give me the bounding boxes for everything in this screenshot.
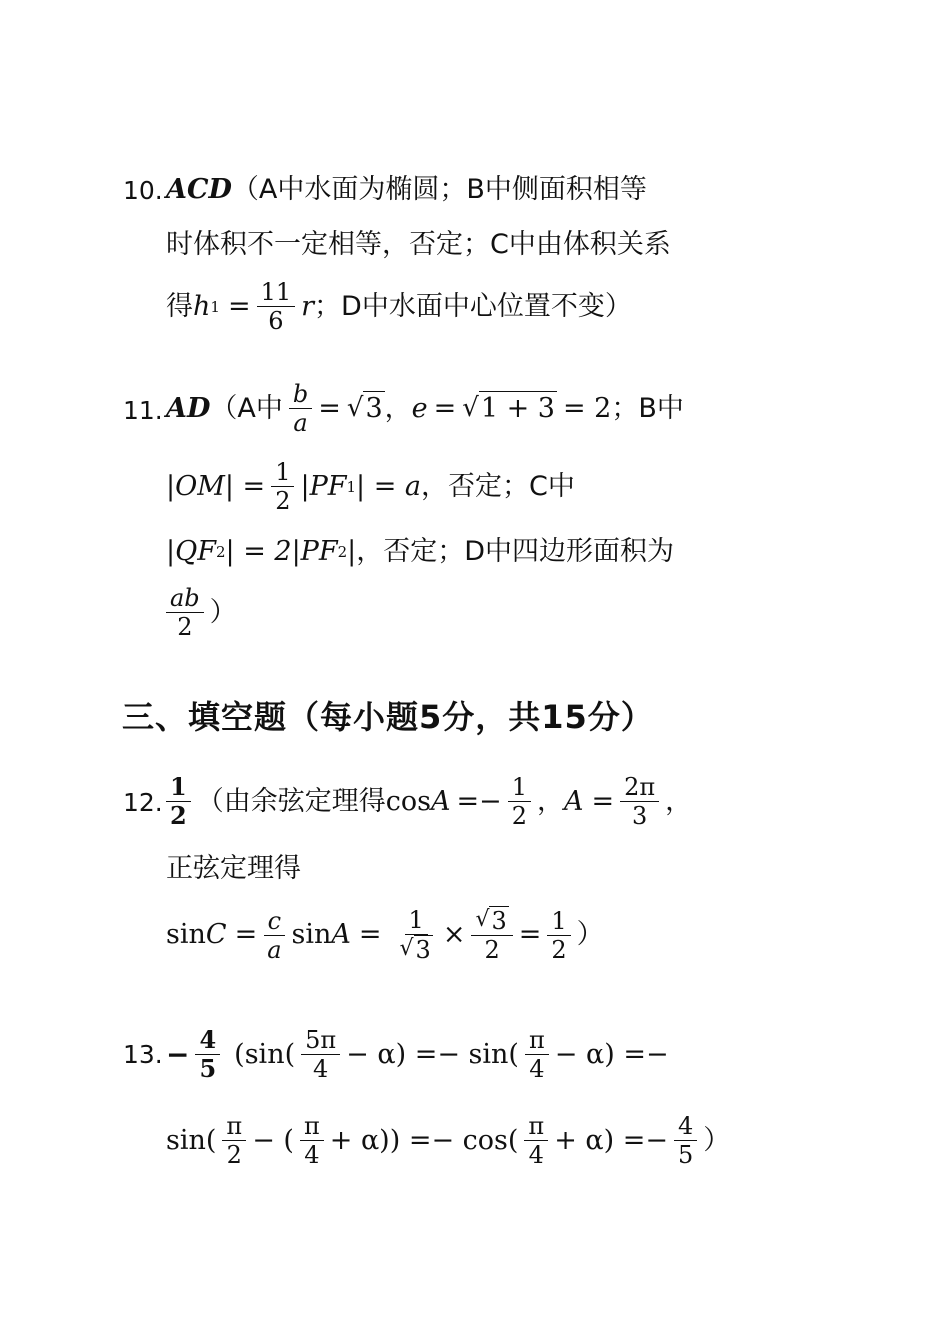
q11-pf-end: | = a — [356, 470, 421, 502]
q12-times: × — [442, 919, 466, 950]
q13-text-1c: − α) =− — [554, 1038, 669, 1070]
q13-f1-den: 4 — [313, 1055, 329, 1083]
q12-ans-num: 1 — [166, 773, 191, 802]
q13-ans-den: 5 — [199, 1054, 217, 1083]
q11-line-2 — [166, 458, 575, 515]
q13-frac-3 — [222, 1112, 246, 1169]
q13-line-1 — [166, 1026, 669, 1083]
q11-om: |OM| = — [166, 470, 266, 502]
q11-text-4: ） — [209, 596, 237, 628]
q11-eq-1: = — [318, 392, 341, 424]
section-heading: 三、填空题（每小题5分，共15分） — [122, 698, 654, 736]
q12-f2-den: 3 — [631, 802, 648, 830]
q12-f4-den: √ 3 — [399, 936, 431, 964]
q13-text-2-post: ） — [703, 1124, 731, 1156]
q13-number: 13. — [123, 1040, 163, 1069]
q12-f5-num: √ 3 — [471, 906, 512, 936]
q11-text-3d: ，否定；D中四边形面积为 — [356, 536, 675, 567]
q12-line-1 — [166, 773, 692, 830]
q13-ans-num: 4 — [195, 1026, 220, 1055]
q13-frac-5 — [524, 1112, 548, 1169]
q12-text-3-post: ） — [576, 919, 604, 950]
q11-text-1c: ， — [384, 392, 412, 424]
q12-f1-num: 1 — [508, 773, 531, 802]
q12-frac-sqrt3-over-2 — [471, 906, 512, 964]
q11-line-3 — [166, 535, 674, 569]
q11-pf-sub: 1 — [346, 477, 357, 496]
q12-eq-1: =− — [456, 785, 502, 817]
q11-sqrt-1: √ 3 — [346, 393, 383, 424]
q10-answer: ACD — [166, 174, 232, 205]
q12-answer — [166, 773, 191, 830]
q10-line-1 — [166, 173, 647, 207]
q13-f5-num: π — [524, 1112, 548, 1141]
q12-f4-num: 1 — [405, 906, 428, 935]
q11-pf2-end: | — [347, 536, 357, 567]
q12-f5-num-value: 3 — [491, 907, 507, 935]
q13-text-2c: + α)) =− cos( — [329, 1124, 519, 1156]
q12-C: C — [205, 919, 227, 950]
q12-frac-6 — [547, 907, 570, 964]
q12-sin: sin — [166, 919, 206, 950]
q13-f4-num: π — [300, 1112, 324, 1141]
q13-text-2b: − ( — [252, 1124, 294, 1156]
q12-f6-num: 1 — [547, 907, 570, 936]
q13-frac-6 — [674, 1112, 697, 1169]
q13-text-1b: − α) =− sin( — [346, 1038, 519, 1070]
q11-qf: |QF — [166, 536, 216, 567]
q13-f6-num: 4 — [674, 1112, 697, 1141]
q12-number: 12. — [123, 788, 163, 817]
q11-e: e — [411, 392, 428, 424]
q13-frac-1 — [301, 1026, 340, 1083]
q13-text-1a: (sin( — [234, 1038, 296, 1070]
q11-qf-sub: 2 — [215, 543, 226, 561]
q13-text-2a: sin( — [166, 1124, 217, 1156]
q11-text-1d: ；B中 — [611, 392, 684, 424]
q12-f1-den: 2 — [511, 802, 527, 830]
q11-frac2-num: 1 — [271, 458, 294, 487]
q10-line-2 — [166, 228, 671, 262]
q12-f3-den: a — [267, 935, 282, 964]
q11-text-1a: （A中 — [210, 392, 283, 424]
q10-h-sub: 1 — [210, 297, 220, 316]
q12-frac-1-over-sqrt3 — [396, 906, 437, 964]
q12-f3-num: c — [264, 907, 285, 936]
q12-eq-5: = — [518, 919, 542, 950]
q11-line-4 — [160, 584, 237, 641]
q12-eq-3: = — [234, 919, 258, 950]
q11-frac1-num: b — [289, 380, 312, 409]
q12-eq-2: = — [591, 785, 615, 817]
q10-text-2: 时体积不一定相等，否定；C中由体积关系 — [166, 229, 671, 260]
q11-eq-2: = — [433, 392, 457, 424]
q12-f2-num: 2π — [620, 773, 659, 802]
q12-text-1a: （由余弦定理得 — [196, 785, 386, 817]
q11-frac-ab-over-2 — [166, 584, 204, 641]
q13-f5-den: 4 — [528, 1141, 544, 1169]
q10-r: r — [301, 290, 315, 322]
q11-answer: AD — [166, 392, 211, 424]
q11-text-2d: ，否定；C中 — [421, 470, 575, 502]
q10-fraction — [257, 278, 296, 335]
q12-f5-den: 2 — [484, 936, 500, 964]
q13-f4-den: 4 — [304, 1141, 320, 1169]
q11-frac3-den: 2 — [177, 613, 193, 641]
q12-frac-c-over-a — [263, 907, 285, 964]
q10-frac-num: 11 — [257, 278, 296, 307]
q13-f2-den: 4 — [529, 1055, 545, 1083]
q12-cos: cos — [385, 785, 431, 817]
q12-text-1d: ， — [665, 785, 693, 817]
q10-h: h — [193, 290, 211, 322]
q12-f6-den: 2 — [551, 935, 567, 964]
q13-ans-sign: − — [166, 1037, 190, 1071]
q11-frac3-num: ab — [166, 584, 204, 613]
q11-pf2: | = 2|PF — [225, 536, 338, 567]
q10-text-3-pre: 得 — [166, 290, 193, 322]
q11-line-1 — [166, 380, 684, 437]
q10-eq: = — [227, 290, 251, 322]
q10-text-3-post: ；D中水面中心位置不变） — [314, 290, 632, 322]
q13-f2-num: π — [525, 1026, 549, 1055]
q13-f3-num: π — [222, 1112, 246, 1141]
q11-frac-half — [271, 458, 294, 515]
q11-pf2-sub: 2 — [337, 543, 348, 561]
q12-f4-den-value: 3 — [415, 936, 431, 964]
q11-sqrt-2: √ 1 + 3 — [462, 393, 555, 424]
q11-number: 11. — [123, 396, 163, 425]
q11-sqrt2-value: 1 + 3 — [480, 393, 555, 424]
q13-line-2 — [166, 1112, 730, 1169]
q11-pf: |PF — [300, 470, 347, 502]
q13-f1-num: 5π — [301, 1026, 340, 1055]
q13-f6-den: 5 — [678, 1141, 694, 1169]
q12-eq-4: = — [358, 919, 382, 950]
q10-frac-den: 6 — [268, 307, 284, 335]
q12-line-2 — [166, 852, 301, 886]
q12-A3: A — [331, 919, 351, 950]
q12-sinA: sin — [291, 919, 332, 950]
q13-f3-den: 2 — [226, 1141, 242, 1169]
q11-frac2-den: 2 — [275, 487, 291, 515]
q13-frac-2 — [525, 1026, 549, 1083]
q10-number: 10. — [123, 176, 163, 205]
q12-line-3 — [166, 906, 604, 964]
q12-frac-1 — [508, 773, 531, 830]
q13-frac-4 — [300, 1112, 324, 1169]
q11-frac1-den: a — [293, 409, 308, 437]
q12-frac-2 — [620, 773, 659, 830]
q12-ans-den: 2 — [170, 801, 187, 830]
q12-text-2: 正弦定理得 — [166, 853, 301, 884]
q11-sqrt1-value: 3 — [365, 393, 383, 424]
q11-eq-3: = 2 — [562, 392, 612, 424]
q12-A: A — [430, 785, 451, 817]
q12-A2: A — [563, 785, 584, 817]
q12-text-1c: ， — [536, 785, 564, 817]
q10-line-3 — [166, 278, 632, 335]
q13-answer — [195, 1026, 220, 1083]
q10-text-1: （A中水面为椭圆；B中侧面积相等 — [231, 174, 647, 205]
q11-frac-b-over-a — [289, 380, 312, 437]
q13-text-2d: + α) =− — [554, 1124, 669, 1156]
